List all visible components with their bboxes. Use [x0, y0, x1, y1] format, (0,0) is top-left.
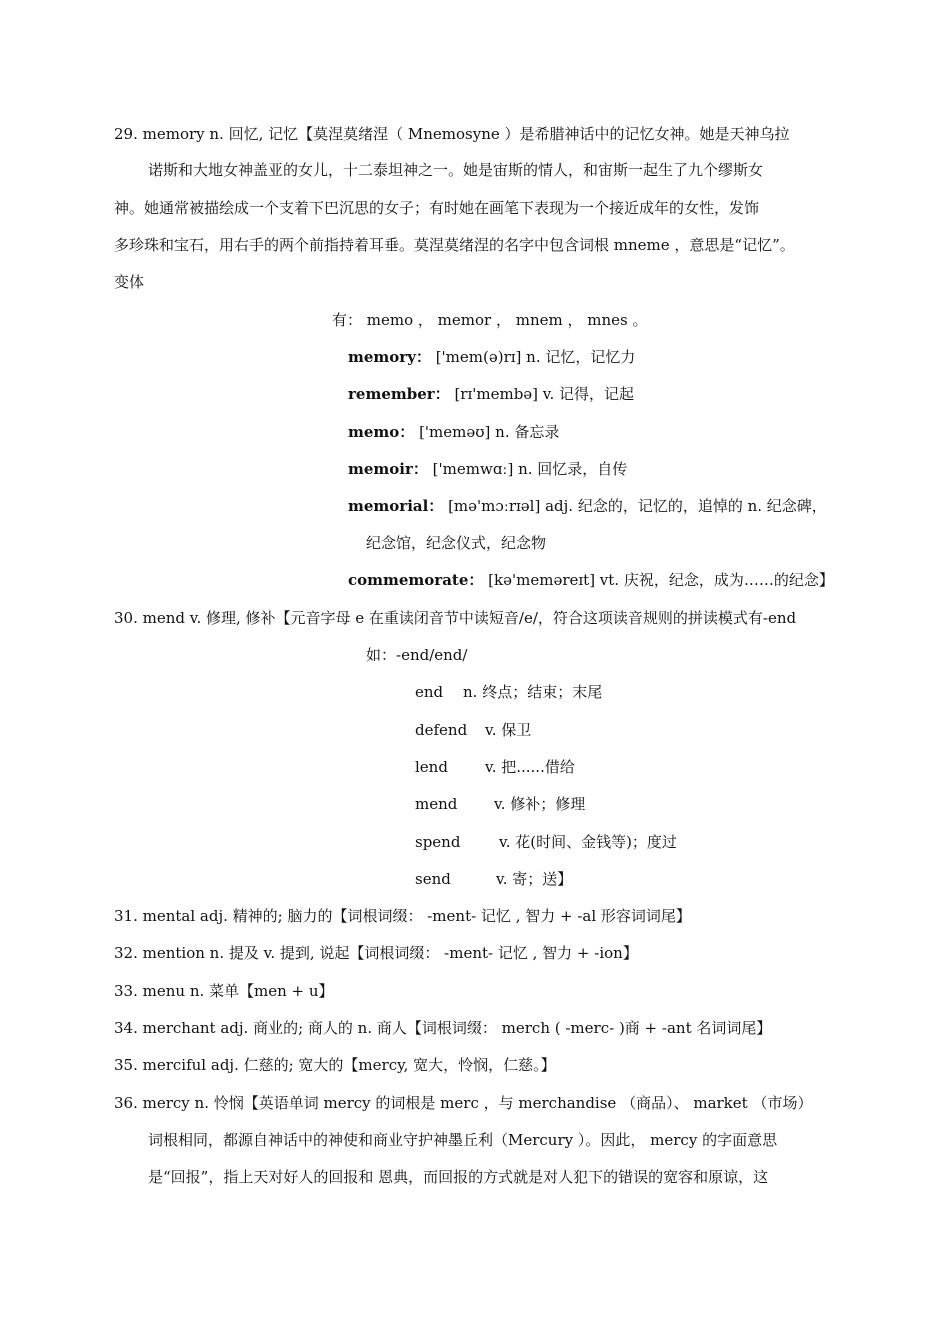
- definition: 纪念馆，纪念仪式，纪念物: [366, 534, 547, 552]
- word-line: [348, 570, 834, 590]
- example-word: send: [415, 870, 451, 888]
- entry-32: 32. mention n. 提及 v. 提到, 说起【词根词缀： -ment- 记忆 , 智力 + -ion】: [114, 944, 638, 962]
- entry-31: 31. mental adj. 精神的; 脑力的【词根词缀： -ment- 记忆 , 智力 + -al 形容词词尾】: [114, 907, 691, 925]
- definition: [rɪ'membə] v. 记得，记起: [449, 385, 635, 403]
- headword: memorial：: [348, 497, 444, 515]
- example-definition: v. 花(时间、金钱等)；度过: [499, 833, 677, 851]
- example-definition: v. 保卫: [485, 721, 532, 739]
- entry-36-line-2: 词根相同，都源自神话中的神使和商业守护神墨丘利（Mercury ）。因此， mercy 的字面意思: [148, 1131, 778, 1149]
- example-word: end: [415, 683, 444, 701]
- word-line: [348, 347, 635, 367]
- word-line: [348, 422, 559, 442]
- entry-36-line-3: 是“回报”，指上天对好人的回报和 恩典，而回报的方式就是对人犯下的错误的宽容和原谅，这: [148, 1168, 769, 1186]
- example-definition: v. 寄；送】: [496, 870, 573, 888]
- example-word: mend: [415, 795, 458, 813]
- word-line: [348, 459, 627, 479]
- example-definition: v. 把......借给: [485, 758, 575, 776]
- entry-29-variants: 有： memo ， memor ， mnem ， mnes 。: [332, 311, 648, 329]
- example-definition: n. 终点；结束；末尾: [463, 683, 603, 701]
- headword: memoir：: [348, 460, 428, 478]
- definition: ['mem(ə)rɪ] n. 记忆，记忆力: [430, 348, 636, 366]
- example-row: [415, 682, 602, 702]
- example-row: [415, 794, 585, 814]
- example-row: [415, 832, 677, 852]
- example-word: spend: [415, 833, 461, 851]
- definition: [mə'mɔːrɪəl] adj. 纪念的，记忆的，追悼的 n. 纪念碑，: [443, 497, 827, 515]
- example-word: defend: [415, 721, 468, 739]
- example-definition: v. 修补；修理: [494, 795, 586, 813]
- entry-29-line-3: 神。她通常被描绘成一个支着下巴沉思的女子；有时她在画笔下表现为一个接近成年的女性，发饰: [114, 199, 760, 217]
- entry-30-example-label: 如：-end/end/: [366, 646, 468, 664]
- entry-36-line-1: 36. mercy n. 怜悯【英语单词 mercy 的词根是 merc ，与 merchandise （商品）、 market （市场）: [114, 1094, 813, 1112]
- definition: ['memwɑː] n. 回忆录，自传: [427, 460, 628, 478]
- entry-35: 35. merciful adj. 仁慈的; 宽大的【mercy, 宽大，怜悯，仁慈。】: [114, 1056, 556, 1074]
- entry-29-line-4: 多珍珠和宝石，用右手的两个前指持着耳垂。莫涅莫绪涅的名字中包含词根 mneme ，意思是“记忆”。: [114, 236, 795, 254]
- entry-34: 34. merchant adj. 商业的; 商人的 n. 商人【词根词缀： merch ( -merc- )商 + -ant 名词词尾】: [114, 1019, 772, 1037]
- headword: commemorate：: [348, 571, 484, 589]
- definition: ['meməʊ] n. 备忘录: [414, 423, 560, 441]
- headword: remember：: [348, 385, 450, 403]
- entry-29-line-5: 变体: [114, 273, 145, 291]
- entry-29-line-1: 29. memory n. 回忆, 记忆【莫涅莫绪涅（ Mnemosyne ）是希腊神话中的记忆女神。她是天神乌拉: [114, 125, 790, 143]
- word-line: [348, 384, 634, 404]
- example-row: [415, 757, 575, 777]
- example-row: [415, 869, 572, 889]
- headword: memo：: [348, 423, 415, 441]
- entry-33: 33. menu n. 菜单【men + u】: [114, 982, 334, 1000]
- headword: memory：: [348, 348, 431, 366]
- definition: [kə'meməreɪt] vt. 庆祝，纪念，成为……的纪念】: [483, 571, 834, 589]
- entry-29-line-2: 诺斯和大地女神盖亚的女儿，十二泰坦神之一。她是宙斯的情人，和宙斯一起生了九个缪斯女: [148, 161, 764, 179]
- example-row: [415, 720, 531, 740]
- word-line-continuation: [366, 533, 546, 553]
- word-line: [348, 496, 827, 516]
- example-word: lend: [415, 758, 448, 776]
- entry-30-line-1: 30. mend v. 修理, 修补【元音字母 e 在重读闭音节中读短音/e/，符合这项读音规则的拼读模式有-end: [114, 609, 797, 627]
